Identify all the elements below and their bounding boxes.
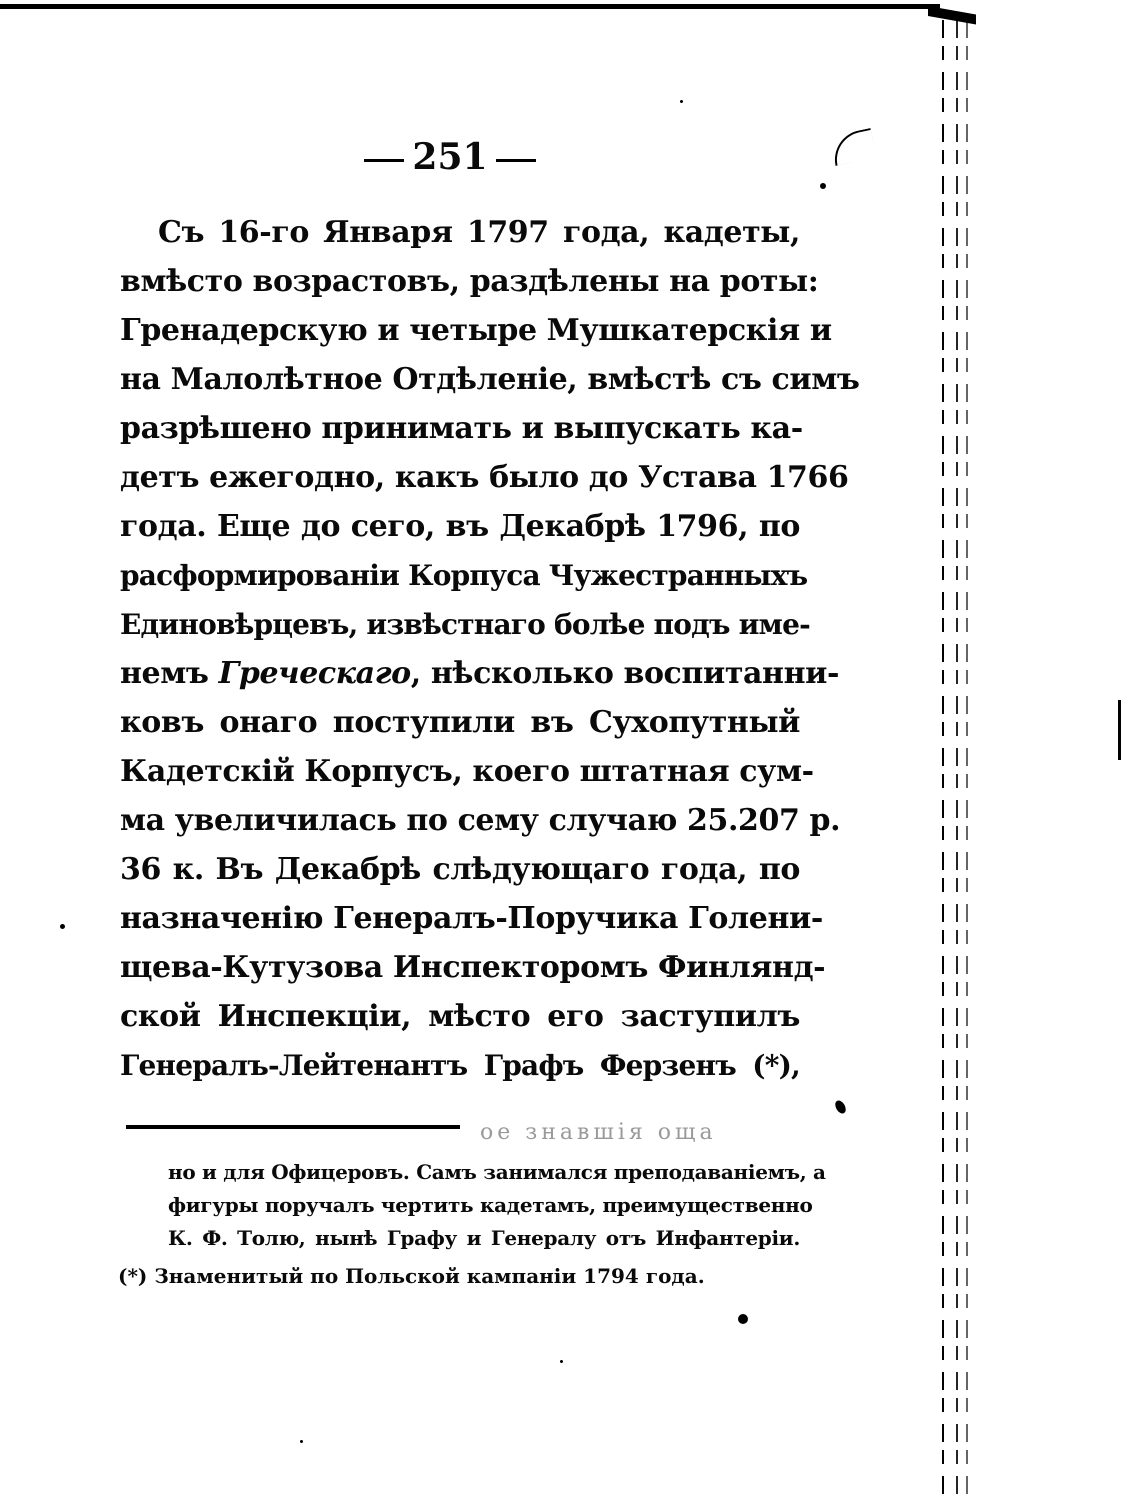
page-number [355,136,545,178]
ink-speck [60,924,65,929]
footnote-line: но и для Офицеровъ. Самъ занимался преподаваніемъ, а [168,1160,826,1184]
ink-speck [738,1314,748,1324]
text-line: ковъ онаго поступили въ Сухопутный [120,705,800,740]
footnote-star: (*) Знаменитый по Польской кампаніи 1794 года. [118,1264,705,1288]
text-fragment: , нѣсколько воспитанни- [410,656,840,691]
italic-term: Греческаго [218,656,411,691]
text-line: детъ ежегодно, какъ было до Устава 1766 [120,460,849,495]
text-line: ской Инспекціи, мѣсто его заступилъ [120,999,800,1034]
page-right-edge [940,20,970,1500]
ink-speck [833,1099,848,1116]
edge-line-2 [956,20,958,1500]
main-text-block [120,208,860,1090]
text-line: назначенію Генералъ-Поручика Голени- [120,901,823,936]
margin-curl-mark [829,128,876,166]
bleed-through-text: ое знавшія оща [480,1120,717,1145]
page-number-value: 251 [412,136,488,178]
page-number-dash-left [364,159,404,162]
text-line: вмѣсто возрастовъ, раздѣлены на роты: [120,264,819,299]
ink-speck [680,100,683,103]
text-fragment: немъ [120,656,209,691]
text-line: на Малолѣтное Отдѣленіе, вмѣстѣ съ симъ [120,362,860,397]
edge-mark [1118,700,1121,760]
text-line-with-italic [120,649,840,698]
top-border-rule [0,4,940,9]
page-number-dash-right [496,159,536,162]
text-line: разрѣшено принимать и выпускать ка- [120,411,803,446]
text-line: щева-Кутузова Инспекторомъ Финлянд- [120,950,826,985]
footnote-continued [168,1156,826,1255]
ink-speck [560,1360,563,1363]
edge-line-3 [966,20,968,1500]
text-line: 36 к. Въ Декабрѣ слѣдующаго года, по [120,852,800,887]
ink-speck [820,183,826,189]
text-line: Съ 16-го Января 1797 года, кадеты, [158,215,800,250]
text-line: года. Еще до сего, въ Декабрѣ 1796, по [120,509,800,544]
text-line: Кадетскій Корпусъ, коего штатная сум- [120,754,814,789]
text-line: Гренадерскую и четыре Мушкатерскія и [120,313,832,348]
footnote-line: фигуры поручалъ чертить кадетамъ, преимущественно [168,1193,813,1217]
text-line: расформированіи Корпуса Чужестранныхъ [120,559,808,592]
ink-speck [300,1440,303,1443]
text-line: Генералъ-Лейтенантъ Графъ Ферзенъ (*), [120,1049,800,1082]
footnote-line: К. Ф. Толю, нынѣ Графу и Генералу отъ Инфантеріи. [168,1226,800,1250]
text-line: Единовѣрцевъ, извѣстнаго болѣе подъ име- [120,608,810,641]
footnote-separator [126,1125,460,1129]
edge-line-1 [942,20,944,1500]
text-line: ма увеличилась по сему случаю 25.207 р. [120,803,841,838]
